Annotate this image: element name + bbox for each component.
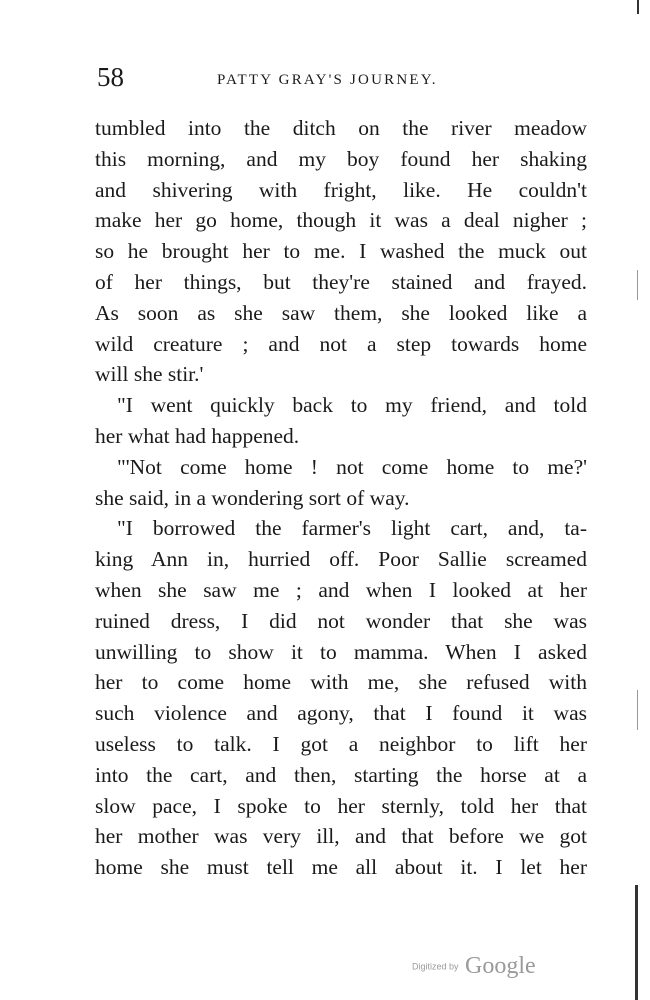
text-line: she said, in a wondering sort of way. [95, 485, 410, 510]
text-line: make her go home, though it was a deal nigher ; [95, 208, 587, 233]
scan-edge-mark [635, 885, 638, 1000]
text-line: unwilling to show it to mamma. When I asked [95, 639, 587, 664]
text-line: and shivering with fright, like. He couldn't [95, 177, 587, 202]
text-line: tumbled into the ditch on the river meadow [95, 116, 587, 140]
page-number: 58 [97, 62, 124, 92]
page-header [97, 62, 585, 102]
text-line: will she stir.' [95, 362, 204, 387]
text-line: home she must tell me all about it. I let her [95, 855, 587, 880]
text-line: "I borrowed the farmer's light cart, and, ta- [117, 516, 587, 541]
text-line: As soon as she saw them, she looked like a [95, 300, 587, 325]
digitized-by-google-watermark [412, 953, 536, 980]
scan-edge-mark [637, 270, 638, 300]
scan-edge-mark [637, 690, 638, 730]
text-line: wild creature ; and not a step towards home [95, 331, 587, 356]
text-line: of her things, but they're stained and frayed. [95, 269, 587, 294]
text-line: so he brought her to me. I washed the muck out [95, 239, 587, 264]
scan-edge-mark [637, 0, 639, 14]
text-line: king Ann in, hurried off. Poor Sallie screamed [95, 547, 587, 572]
text-line: her what had happened. [95, 423, 300, 448]
google-logo: Google [464, 953, 536, 979]
text-line: slow pace, I spoke to her sternly, told her that [95, 793, 587, 818]
body-text [95, 113, 587, 883]
text-line: useless to talk. I got a neighbor to lift her [95, 731, 587, 756]
text-line: this morning, and my boy found her shaking [95, 146, 587, 171]
text-line: her mother was very ill, and that before we got [95, 824, 587, 849]
watermark-prefix: Digitized by [412, 961, 459, 972]
text-line: when she saw me ; and when I looked at her [95, 577, 587, 602]
text-line: such violence and agony, that I found it was [95, 701, 587, 726]
text-line: "I went quickly back to my friend, and told [117, 393, 587, 418]
text-line: "'Not come home ! not come home to me?' [117, 454, 587, 479]
text-line: into the cart, and then, starting the horse at a [95, 762, 587, 787]
text-line: ruined dress, I did not wonder that she was [95, 608, 587, 633]
text-line: her to come home with me, she refused with [95, 670, 587, 695]
running-title: PATTY GRAY'S JOURNEY. [217, 72, 438, 88]
